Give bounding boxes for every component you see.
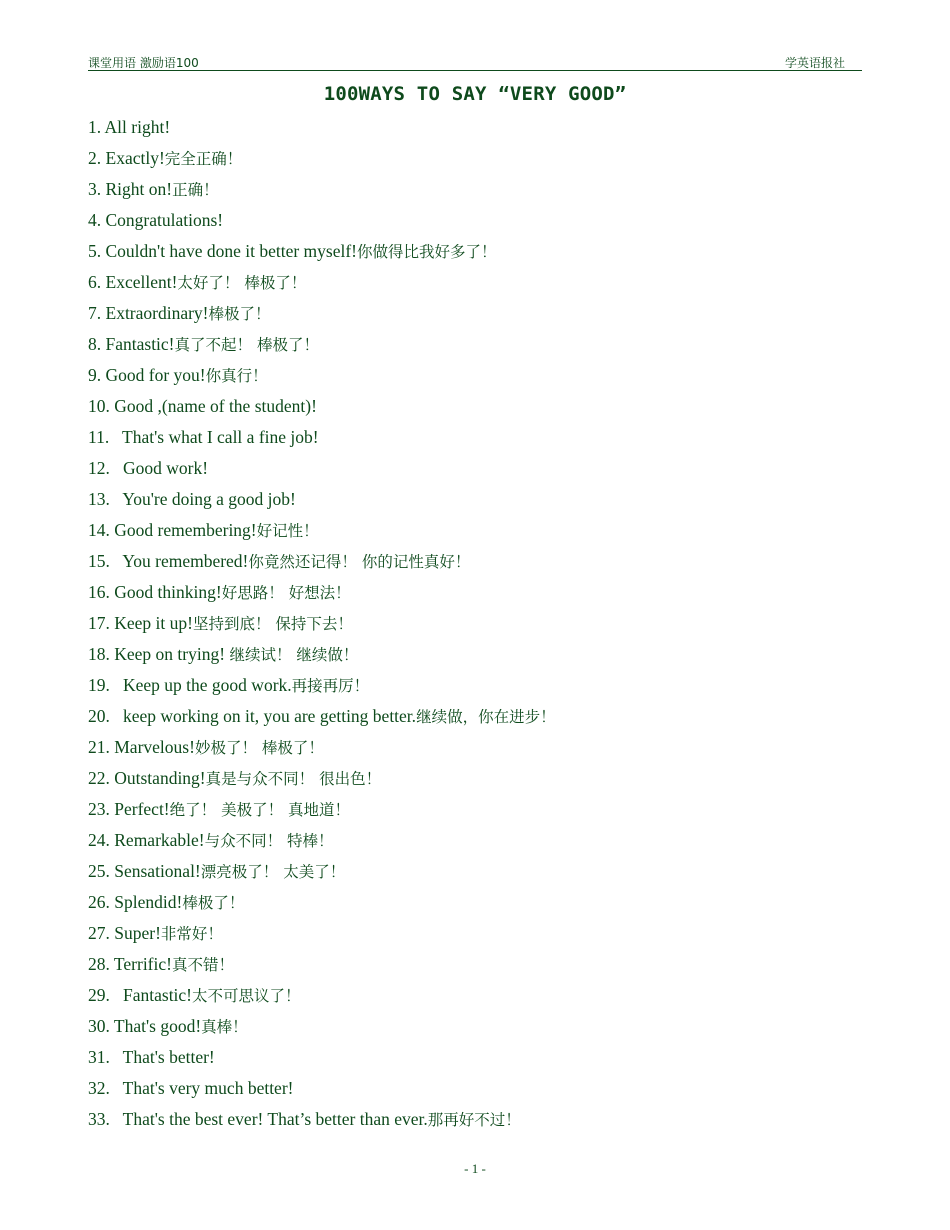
phrase-english: 7. Extraordinary! — [88, 303, 209, 323]
phrase-english: 15. You remembered! — [88, 551, 249, 571]
list-item — [88, 485, 556, 516]
phrase-chinese: 好思路！ 好想法！ — [221, 584, 351, 602]
phrase-chinese: 继续试！ 继续做！ — [229, 646, 359, 664]
phrase-english: 22. Outstanding! — [88, 768, 206, 788]
phrase-english: 28. Terrific! — [88, 954, 172, 974]
phrase-english: 33. That's the best ever! That’s better than ever. — [88, 1109, 428, 1129]
page-header — [88, 53, 862, 71]
phrase-english: 18. Keep on trying! — [88, 644, 230, 664]
list-item — [88, 1043, 556, 1074]
phrase-english: 20. keep working on it, you are getting better. — [88, 706, 417, 726]
list-item — [88, 981, 556, 1012]
list-item — [88, 144, 556, 175]
phrase-english: 21. Marvelous! — [88, 737, 195, 757]
phrase-english: 9. Good for you! — [88, 365, 206, 385]
phrase-chinese: 太好了！ 棒极了！ — [177, 274, 307, 292]
phrase-english: 12. Good work! — [88, 458, 209, 478]
list-item — [88, 299, 556, 330]
list-item — [88, 237, 556, 268]
list-item — [88, 609, 556, 640]
phrase-chinese: 那再好不过！ — [427, 1111, 521, 1129]
phrase-chinese: 你竟然还记得！ 你的记性真好！ — [248, 553, 471, 571]
page-number: - 1 - — [464, 1161, 486, 1176]
phrase-chinese: 棒极了！ — [182, 894, 245, 912]
phrase-english: 26. Splendid! — [88, 892, 183, 912]
phrase-chinese: 真棒！ — [201, 1018, 248, 1036]
phrase-chinese: 正确！ — [172, 181, 219, 199]
list-item — [88, 516, 556, 547]
phrase-chinese: 好记性！ — [256, 522, 319, 540]
phrase-english: 8. Fantastic! — [88, 334, 175, 354]
list-item — [88, 702, 556, 733]
list-item — [88, 888, 556, 919]
phrase-english: 19. Keep up the good work. — [88, 675, 292, 695]
phrase-english: 11. That's what I call a fine job! — [88, 427, 319, 447]
phrase-english: 24. Remarkable! — [88, 830, 205, 850]
phrase-chinese: 你做得比我好多了！ — [357, 243, 497, 261]
page-title: 100WAYS TO SAY “VERY GOOD” — [323, 83, 627, 105]
phrase-chinese: 真是与众不同！ 很出色！ — [205, 770, 382, 788]
list-item — [88, 175, 556, 206]
phrase-chinese: 真了不起！ 棒极了！ — [174, 336, 319, 354]
list-item — [88, 857, 556, 888]
phrase-list — [88, 113, 556, 1136]
phrase-chinese: 与众不同！ 特棒！ — [204, 832, 334, 850]
list-item — [88, 950, 556, 981]
list-item — [88, 268, 556, 299]
phrase-chinese: 漂亮极了！ 太美了！ — [200, 863, 346, 881]
phrase-english: 30. That's good! — [88, 1016, 202, 1036]
list-item — [88, 330, 556, 361]
phrase-english: 10. Good ,(name of the student)! — [88, 396, 317, 416]
header-right-text: 学英语报社 — [784, 56, 845, 70]
phrase-english: 32. That's very much better! — [88, 1078, 294, 1098]
phrase-english: 23. Perfect! — [88, 799, 170, 819]
phrase-english: 5. Couldn't have done it better myself! — [88, 241, 357, 261]
list-item — [88, 206, 556, 237]
phrase-chinese: 绝了！ 美极了！ 真地道！ — [169, 801, 350, 819]
phrase-english: 4. Congratulations! — [88, 210, 224, 230]
list-item — [88, 826, 556, 857]
phrase-chinese: 棒极了！ — [208, 305, 271, 323]
phrase-english: 6. Excellent! — [88, 272, 178, 292]
list-item — [88, 392, 556, 423]
list-item — [88, 423, 556, 454]
list-item — [88, 733, 556, 764]
phrase-english: 13. You're doing a good job! — [88, 489, 296, 509]
list-item — [88, 454, 556, 485]
phrase-chinese: 继续做，你在进步！ — [416, 708, 556, 726]
list-item — [88, 547, 556, 578]
phrase-chinese: 非常好！ — [160, 925, 223, 943]
phrase-chinese: 再接再厉！ — [291, 677, 370, 695]
phrase-english: 29. Fantastic! — [88, 985, 193, 1005]
list-item — [88, 671, 556, 702]
phrase-chinese: 完全正确！ — [164, 150, 243, 168]
phrase-english: 3. Right on! — [88, 179, 173, 199]
phrase-chinese: 妙极了！ 棒极了！ — [194, 739, 324, 757]
phrase-english: 2. Exactly! — [88, 148, 165, 168]
phrase-chinese: 坚持到底！ 保持下去！ — [192, 615, 353, 633]
phrase-english: 1. All right! — [88, 117, 171, 137]
phrase-english: 25. Sensational! — [88, 861, 201, 881]
list-item — [88, 919, 556, 950]
list-item — [88, 361, 556, 392]
list-item — [88, 1105, 556, 1136]
phrase-chinese: 太不可思议了！ — [192, 987, 301, 1005]
list-item — [88, 113, 556, 144]
list-item — [88, 795, 556, 826]
phrase-chinese: 你真行！ — [205, 367, 268, 385]
list-item — [88, 640, 556, 671]
list-item — [88, 1012, 556, 1043]
phrase-chinese: 真不错！ — [171, 956, 234, 974]
header-left-text: 课堂用语 激励语100 — [88, 56, 199, 70]
phrase-english: 14. Good remembering! — [88, 520, 257, 540]
list-item — [88, 1074, 556, 1105]
list-item — [88, 764, 556, 795]
phrase-english: 27. Super! — [88, 923, 161, 943]
phrase-english: 16. Good thinking! — [88, 582, 222, 602]
phrase-english: 17. Keep it up! — [88, 613, 193, 633]
list-item — [88, 578, 556, 609]
phrase-english: 31. That's better! — [88, 1047, 215, 1067]
